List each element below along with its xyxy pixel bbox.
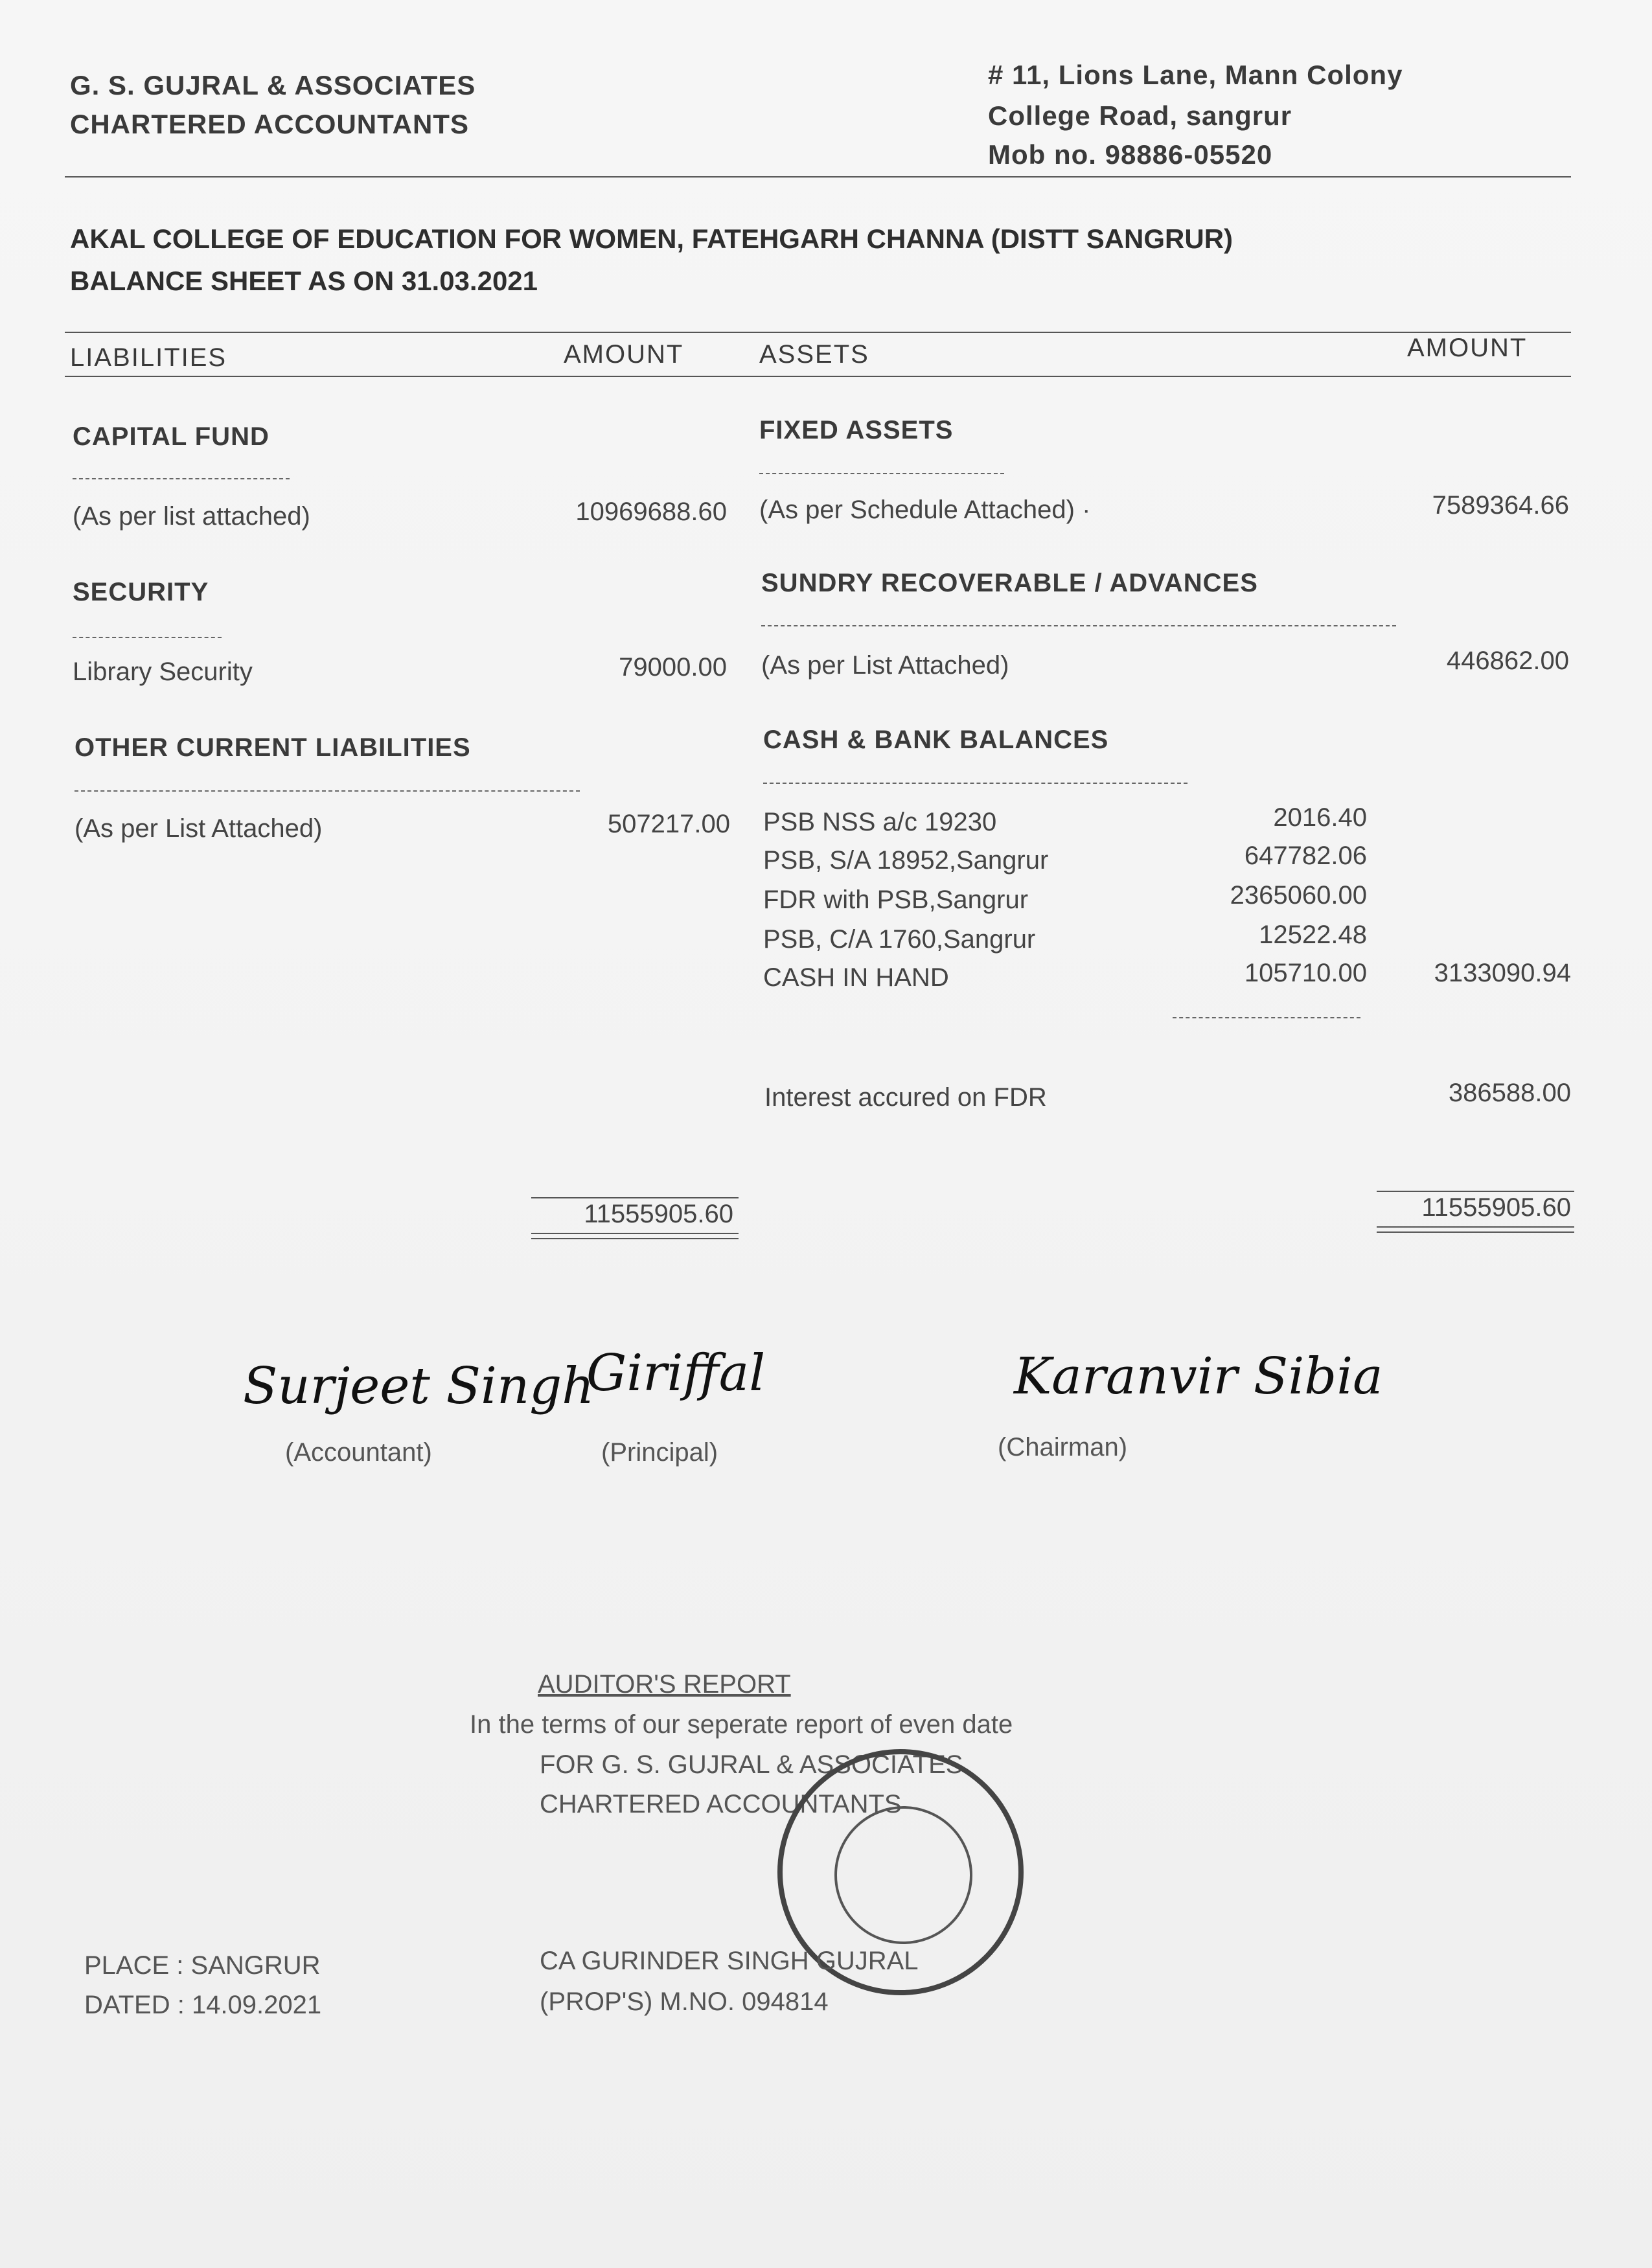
cash-bank-total: 3133090.94 bbox=[1434, 959, 1571, 987]
security-heading: SECURITY bbox=[73, 578, 209, 606]
firm-mobile: Mob no. 98886-05520 bbox=[988, 139, 1273, 170]
assets-header: ASSETS bbox=[759, 340, 869, 369]
sundry-underline bbox=[761, 625, 1396, 626]
accountant-signature: Surjeet Singh bbox=[243, 1357, 595, 1415]
bank-row-label: CASH IN HAND bbox=[763, 963, 949, 992]
principal-caption: (Principal) bbox=[601, 1438, 718, 1467]
other-liabilities-label: (As per List Attached) bbox=[75, 814, 323, 843]
cash-bank-subtotal-rule bbox=[1173, 1017, 1360, 1018]
right-total-top-rule bbox=[1377, 1191, 1574, 1192]
fixed-assets-label: (As per Schedule Attached) · bbox=[759, 496, 1091, 524]
ca-name: CA GURINDER SINGH GUJRAL bbox=[540, 1947, 919, 1975]
bank-row-amount: 12522.48 bbox=[1259, 921, 1367, 949]
firm-address-line1: # 11, Lions Lane, Mann Colony bbox=[988, 60, 1403, 90]
left-total-top-rule bbox=[531, 1197, 739, 1198]
auditor-line-3: CHARTERED ACCOUNTANTS bbox=[540, 1790, 902, 1818]
firm-address-line2: College Road, sangrur bbox=[988, 100, 1292, 131]
other-liabilities-amount: 507217.00 bbox=[607, 810, 730, 838]
capital-fund-amount: 10969688.60 bbox=[575, 498, 727, 526]
sundry-amount: 446862.00 bbox=[1446, 647, 1569, 675]
amount-header-right: AMOUNT bbox=[1407, 334, 1528, 362]
bank-row-amount: 2016.40 bbox=[1273, 803, 1367, 832]
sundry-label: (As per List Attached) bbox=[761, 651, 1009, 680]
interest-amount: 386588.00 bbox=[1448, 1079, 1571, 1107]
right-total-rule-1 bbox=[1377, 1226, 1574, 1228]
bank-row-label: PSB, C/A 1760,Sangrur bbox=[763, 925, 1036, 954]
table-top-rule bbox=[65, 332, 1571, 333]
amount-header-left: AMOUNT bbox=[564, 340, 684, 369]
header-divider bbox=[65, 176, 1571, 178]
auditor-report-heading: AUDITOR'S REPORT bbox=[538, 1670, 791, 1699]
fixed-assets-heading: FIXED ASSETS bbox=[759, 416, 954, 444]
principal-signature: Giriffal bbox=[586, 1344, 766, 1403]
stamp-inner-ring bbox=[834, 1806, 972, 1944]
right-total-rule-2 bbox=[1377, 1231, 1574, 1233]
other-liabilities-underline bbox=[75, 790, 580, 792]
auditor-line-1: In the terms of our seperate report of even date bbox=[470, 1710, 1013, 1739]
bank-row-amount: 2365060.00 bbox=[1230, 881, 1367, 910]
fixed-assets-amount: 7589364.66 bbox=[1432, 491, 1569, 520]
cash-bank-heading: CASH & BANK BALANCES bbox=[763, 726, 1109, 754]
place: PLACE : SANGRUR bbox=[84, 1951, 321, 1980]
capital-fund-heading: CAPITAL FUND bbox=[73, 422, 270, 451]
left-total-rule-2 bbox=[531, 1238, 739, 1239]
bank-row-label: PSB, S/A 18952,Sangrur bbox=[763, 846, 1049, 875]
fixed-assets-underline bbox=[759, 473, 1004, 474]
chairman-signature: Karanvir Sibia bbox=[1014, 1347, 1383, 1406]
other-liabilities-heading: OTHER CURRENT LIABILITIES bbox=[75, 733, 471, 762]
firm-name: G. S. GUJRAL & ASSOCIATES bbox=[70, 70, 476, 100]
sheet-title: BALANCE SHEET AS ON 31.03.2021 bbox=[70, 266, 538, 296]
capital-fund-underline bbox=[73, 478, 290, 479]
firm-type: CHARTERED ACCOUNTANTS bbox=[70, 109, 469, 139]
security-underline bbox=[73, 637, 222, 638]
table-header-rule bbox=[65, 376, 1571, 377]
assets-total: 11555905.60 bbox=[1421, 1193, 1571, 1222]
bank-row-amount: 105710.00 bbox=[1244, 959, 1367, 987]
capital-fund-label: (As per list attached) bbox=[73, 502, 310, 531]
bank-row-amount: 647782.06 bbox=[1244, 842, 1367, 870]
liabilities-total: 11555905.60 bbox=[584, 1200, 733, 1228]
cash-bank-underline bbox=[763, 783, 1187, 784]
auditor-line-2: FOR G. S. GUJRAL & ASSOCIATES bbox=[540, 1750, 963, 1779]
chairman-caption: (Chairman) bbox=[998, 1433, 1128, 1461]
left-total-rule-1 bbox=[531, 1233, 739, 1234]
library-security-label: Library Security bbox=[73, 658, 253, 686]
accountant-caption: (Accountant) bbox=[285, 1438, 432, 1467]
dated: DATED : 14.09.2021 bbox=[84, 1991, 322, 2019]
library-security-amount: 79000.00 bbox=[619, 653, 727, 682]
org-title: AKAL COLLEGE OF EDUCATION FOR WOMEN, FATEHGARH CHANNA (DISTT SANGRUR) bbox=[70, 223, 1233, 254]
interest-label: Interest accured on FDR bbox=[764, 1083, 1047, 1112]
sundry-heading: SUNDRY RECOVERABLE / ADVANCES bbox=[761, 569, 1258, 597]
ca-membership: (PROP'S) M.NO. 094814 bbox=[540, 1987, 829, 2016]
bank-row-label: PSB NSS a/c 19230 bbox=[763, 808, 997, 836]
bank-row-label: FDR with PSB,Sangrur bbox=[763, 886, 1029, 914]
liabilities-header: LIABILITIES bbox=[70, 343, 227, 372]
